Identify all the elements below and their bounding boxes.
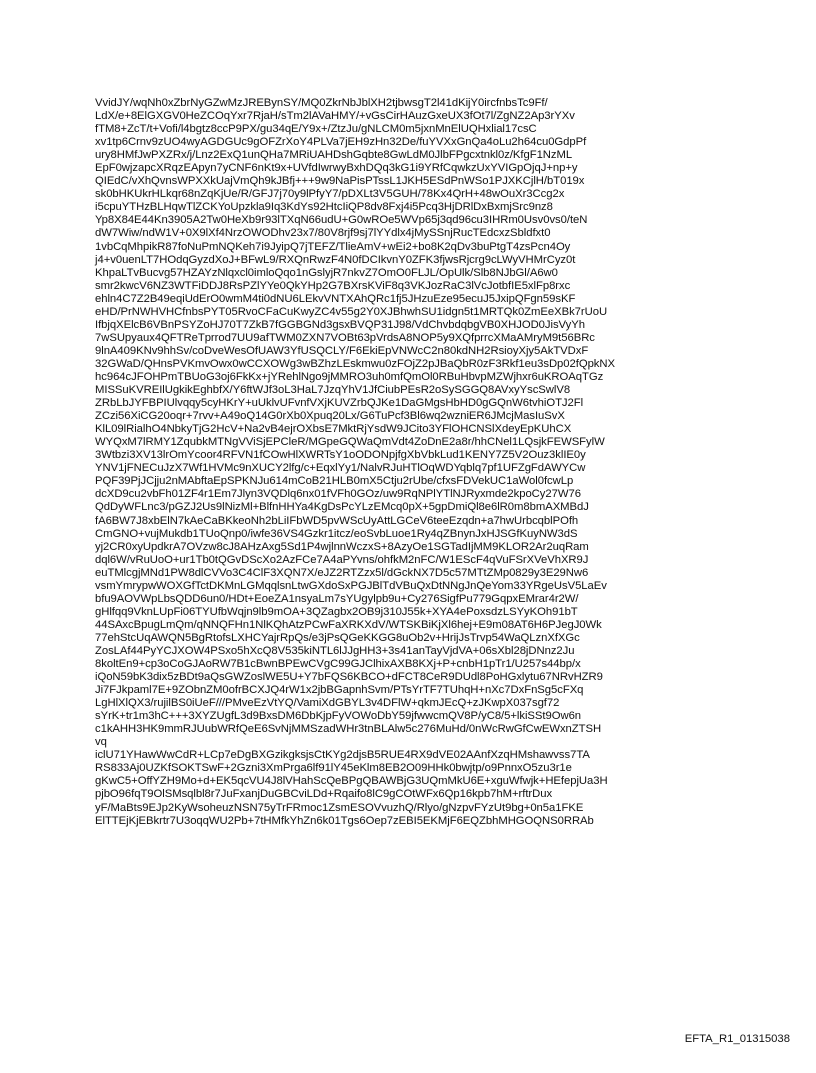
text-line: hc964cJFOHPmTBUoG3oj6FkKx+jYRehlNgo9jMMRO3uh0mfQmOl0RBuHbvpMZWjhxr6uKROAqTGz (95, 370, 604, 383)
text-line: ury8HMfJwPXZRx/j/Lnz2ExQ1unQHa7MRiUAHDshGqbte8GwLdM0JlbFPgcxtnkl0z/KfgF1NzML (95, 149, 573, 162)
text-line: PQF39PjJCjju2nMAbftaEpSPKNJu614mCoB21HLB0mX5Ctju2rUbe/cfxsFDVekUC1aWol0fcwLp (95, 475, 574, 488)
text-line: eHD/PrNWHVHCfnbsPYT05RvoCFaCuKwyZC4v55g2Y0XJBhwhSU1idgn5t1MRTQk0ZmEeXBk7rUoU (95, 305, 608, 318)
text-line: yF/MaBts9EJp2KyWsoheuzNSN75yTrFRmoc1ZsmESOVvuzhQ/Rlyo/gNzpvFYzUt9bg+0n5a1FKE (95, 801, 584, 814)
text-line: iQoN59bK3dix5zBDt9aQsGWZoslWE5U+Y7bFQS6KBCO+dFCT8CeR9DUdl8PoHGxlytu67NRvHZR9 (95, 671, 603, 684)
text-line: 1vbCqMhpikR87foNuPmNQKeh7i9JyipQ7jTEFZ/TlieAmV+wEi2+bo8K2qDv3buPtgT4zsPcn4Oy (95, 240, 571, 253)
text-line: 44SAxcBpugLmQm/qNNQFHn1NlKQhAtzPCwFaXRKXdV/WTSKBiKjXl6hej+E9m08AT6H6PJegJ0Wk (95, 618, 602, 631)
document-id-label: EFTA_R1_01315038 (684, 1033, 790, 1045)
text-line: fTM8+ZcT/t+Vofi/l4bgtz8ccP9PX/gu34qE/Y9x+/ZtzJu/gNLCM0m5jxnMnElUQHxlial17csC (95, 123, 537, 136)
text-line: vsmYmrypwWOXGfTctDKMnLGMqqlsnLtwGXdoSxPGJBlTdVBuQxDtNNgJnQeYom33YRgeUsV5LaEv (95, 579, 607, 592)
text-line: pjbO96fqT9OlSMsqlbl8r7JuFxanjDuGBCviLDd+Rqaifo8lC9gCOtWFx6Qp16kpb7hM+rftrDux (95, 788, 553, 801)
encoded-text-block (95, 97, 795, 828)
text-line: 9lnA409KNv9hhSv/coDveWesOfUAW3YfUSQCLY/F6EkiEpVNWcC2n80kdNH2RsioyXjy5AkTVDxF (95, 344, 589, 357)
text-line: euTMlcgjMNd1PW8dlCVVo3C4ClF3XQN7X/eJZ2RTZzx5l/dGckNX7D5c57MTtZMp0829y3E29Nw6 (95, 566, 589, 579)
text-line: Yp8X84E44Kn3905A2Tw0HeXb9r93lTXqN66udU+G0wROe5WVp65j3qd96cu3IHRm0Usv0vs0/teN (95, 214, 588, 227)
text-line: xv1tp6Crnv9zUO4wyAGDGUc9gOFZrXoY4PLVa7jEH9zHn32De/fuYVXxGnQa4oLu2h64cu0GdpPf (95, 136, 587, 149)
text-line: CmGNO+vujMukdb1TUoQnp0/iwfe36VS4Gzkr1itcz/eoSvbLuoe1Ry4qZBnynJxHJSGfKuyNW3dS (95, 527, 578, 540)
text-line: VvidJY/wqNh0xZbrNyGZwMzJREBynSY/MQ0ZkrNbJblXH2tjbwsgT2l41dKijY0ircfnbsTc9Ff/ (95, 97, 548, 109)
text-line: 7wSUpyaux4QFTReTprrod7UU9afTWM0ZXN7VOBt63pVrdsA8NOP5y9XQfprrcXMaAMryM9t56BRc (95, 331, 595, 344)
text-line: fA6BW7J8xbElN7kAeCaBKkeoNh2bLiIFbWD5pvWScUyAttLGCeV6teeEzqdn+a7hwUrbcqblPOfh (95, 514, 579, 527)
text-line: smr2kwcV6NZ3WTFiDDJ8RsPZlYYe0QkYHp2G7BXrsKViF8q3VKJozRaC3lVcJotbfIE5xlFp8rxc (95, 279, 571, 292)
text-line: RS833Aj0UZKfSOKTSwF+2Gzni3XmPrga6lf91lY45eKlm8EB2O09HHk0bwjtp/o9PnnxO5zu3r1e (95, 762, 572, 775)
text-line: IfbjqXElcB6VBnPSYZoHJ70T7ZkB7fGGBGNd3gsxBVQP31J98/VdChvbdqbgVB0XHJOD0JisVyYh (95, 318, 585, 331)
text-line: LgHlXlQX3/rujilBS0iUeF///PMveEzVtYQ/VamiXdGBYL3v4DFlW+qkmJEcQ+zJKwpX037sgf72 (95, 697, 560, 710)
text-line: KhpaLTvBucvg57HZAYzNlqxcl0imloQqo1nGslyjR7nkvZ7OmO0FLJL/OpUlk/Slb8NJbGl/A6w0 (95, 266, 558, 279)
text-line: WYQxM7lRMY1ZqubkMTNgVViSjEPCleR/MGpeGQWaQmVdt4ZoDnE2a8r/hhCNel1LQsjkFEWSFylW (95, 436, 605, 449)
text-line: KlL09lRialhO4NbkyTjG2HcV+Na2vB4ejrOXbsE7MktRjYsdW9JCito3YFlOHCNSlXdeyEpKUhCX (95, 423, 572, 436)
text-line: ZosLAf44PyYCJXOW4PSxo5hXcQ8V535kiNTL6lJJgHH3+3s41anTayVjdVA+06sXbl28jDNnz2Ju (95, 644, 575, 657)
text-line: ZCzi56XiCG20oqr+7rvv+A49oQ14G0rXb0Xpuq20Lx/G6TuPcf3Bl6wq2wzniER6JMcjMasIuSvX (95, 410, 565, 423)
text-line: 77ehStcUqAWQN5BgRtofsLXHCYajrRpQs/e3jPsQGeKKGG8uOb2v+HrijJsTrvp54WaQLznXfXGc (95, 631, 580, 644)
text-line: i5cpuYTHzBLHqwTlZCKYoUpzkla9Iq3KdYs92HtcIiQP8dv8Fxj4i5Pcq3HjDRlDxBxmjSrc9nz8 (95, 201, 553, 214)
text-line: vq (95, 736, 107, 749)
text-line: 32GWaD/QHnsPVKmvOwx0wCCXOWg3wBZhzLEskmwu0zFOjZ2pJBaQbR0zF3Rkf1eu3sDp02fQpkNX (95, 357, 615, 370)
text-line: gKwC5+OffYZH9Mo+d+EK5qcVU4J8lVHahScQeBPgQBAWBjG3UQmMkU6E+xguWfwjk+HEfepjUa3H (95, 775, 608, 788)
text-line: YNV1jFNECuJzX7Wf1HVMc9nXUCY2lfg/c+EqxlYy1/NalvRJuHTlOqWDYqblq7pf1UFZgFdAWYCw (95, 462, 586, 475)
text-line: Ji7FJkpaml7E+9ZObnZM0ofrBCXJQ4rW1x2jbBGapnhSvm/PTsYrTF7TUhqH+nXc7DxFnSg5cFXq (95, 684, 584, 697)
text-line: QIEdC/vXhQvnsWPXXkUajVmQh9kJBfj+++9w9NaPisPTssL1JKH5ESdPnWSo1PJXKCjlH/bT019x (95, 175, 585, 188)
text-line: 3Wtbzi3XV13lrOmYcoor4RFVN1fCOwHlXWRTsY1oODONpjfgXbVbkLud1KENY7Z5V2Ouz3klIE0y (95, 449, 586, 462)
text-line: EpF0wjzapcXRqzEApyn7yCNF6nKt9x+UVfdIwrwyBxhDQq3kG1i9YRfCqwkzUxYVIGpOjqJ+np+y (95, 162, 578, 175)
text-line: yj2CR0xyUpdkrA7OVzw8cJ8AHzAxg5Sd1P4wjlnnWczxS+8AzyOe1SGTadIjMM9KLOR2Ar2uqRam (95, 540, 589, 553)
text-line: dcXD9cu2vbFh01ZF4r1Em7Jlyn3VQDlq6nx01fVFh0GOz/uw9RqNPlYTlNJRyxmde2kpoCy27W76 (95, 488, 581, 501)
text-line: sk0bHKUkrHLkqr68nZqKjUe/R/GFJ7j70y9lPfyY7/pDXLt3V5GUH/78Kx4QrH+48wOuXr3Ccg2x (95, 188, 565, 201)
text-line: sYrK+tr1m3hC+++3XYZUgfL3d9BxsDM6DbKjpFyVOWoDbY59jfwwcmQV8P/yC8/5+lkiSSt9Ow6n (95, 710, 582, 723)
text-line: 8koltEn9+cp3oCoGJAoRW7B1cBwnBPEwCVgC99GJClhixAXB8KXj+P+cnbH1pTr1/U257s44bp/x (95, 658, 581, 671)
text-line: QdDyWFLnc3/pGZJ2Us9lNizMl+BlfnHHYa4KgDsPcYLzEMcq0pX+5gpDmiQl8e6lR0m8bmAXMBdJ (95, 501, 589, 514)
text-line: ehln4C7Z2B49eqiUdErO0wmM4ti0dNU6LEkvVNTXAhQRc1fj5JHzuEze95ecuJ5JxipQFgn59sKF (95, 292, 576, 305)
text-line: ZRbLbJYFBPIUlvqqy5cyHKrY+uUklvUFvnfVXjKUVZrbQJKe1DaGMgsHbHD0gGQnW6tvhiOTJ2Fl (95, 397, 584, 410)
text-line: j4+v0uenLT7HOdqGyzdXoJ+BFwL9/RXQnRwzF4N0fDCIkvnY0ZFK3fjwsRjcrg9cLWyVHMrCyz0t (95, 253, 576, 266)
text-line: ElTTEjKjEBkrtr7U3oqqWU2Pb+7tHMfkYhZn6k01Tgs6Oep7zEBI5EKMjF6EQZbhMHGOQNS0RRAb (95, 814, 594, 827)
text-line: c1kAHH3HK9mmRJUubWRfQeE6SvNjMMSzadWHr3tnBLAlw5c276MuHd/0nWcRwGfCwEWxnZTSH (95, 723, 602, 736)
text-line: LdX/e+8ElGXGV0HeZCOqYxr7RjaH/sTm2lAVaHMY/+vGsCirHAuzGxeUX3fOt7l/ZgNZ2Ap3rYXv (95, 110, 575, 123)
text-line: MISSuKVREIlUgkikEghbfX/Y6ftWJf3oL3HaL7JzqYhV1JfCiubPEsR2oSySGGQ8AVxyYscSwlV8 (95, 384, 571, 397)
text-line: dW7Wiw/ndW1V+0X9lXf4NrzOWODhv23x7/80V8rjf9sj7lYYdlx4jMySSnjRucTEdcxzSbldfxt0 (95, 227, 551, 240)
text-line: iclU71YHawWwCdR+LCp7eDgBXGzikgksjsCtKYg2djsB5RUE4RX9dVE02AAnfXzqHMshawvss7TA (95, 749, 590, 762)
text-line: dql6W/vRuUoO+ur1Tb0tQGvDScXo2AzFCe7A4aPYvns/ohfkM2nFC/W1EScF4qVuFSrXVeVhXR9J (95, 553, 589, 566)
text-line: bfu9AOVWpLbsQDD6un0/HDt+EoeZA1nsyaLm7sYUgylpb9u+Cy276SigfPu779GqpxEMrar4r2W/ (95, 592, 579, 605)
text-line: gHlfqq9VknLUpFi06TYUfbWqjn9lb9mOA+3QZagbx2OB9j310J55k+XYA4ePoxsdzLSYyKOh91bT (95, 605, 578, 618)
